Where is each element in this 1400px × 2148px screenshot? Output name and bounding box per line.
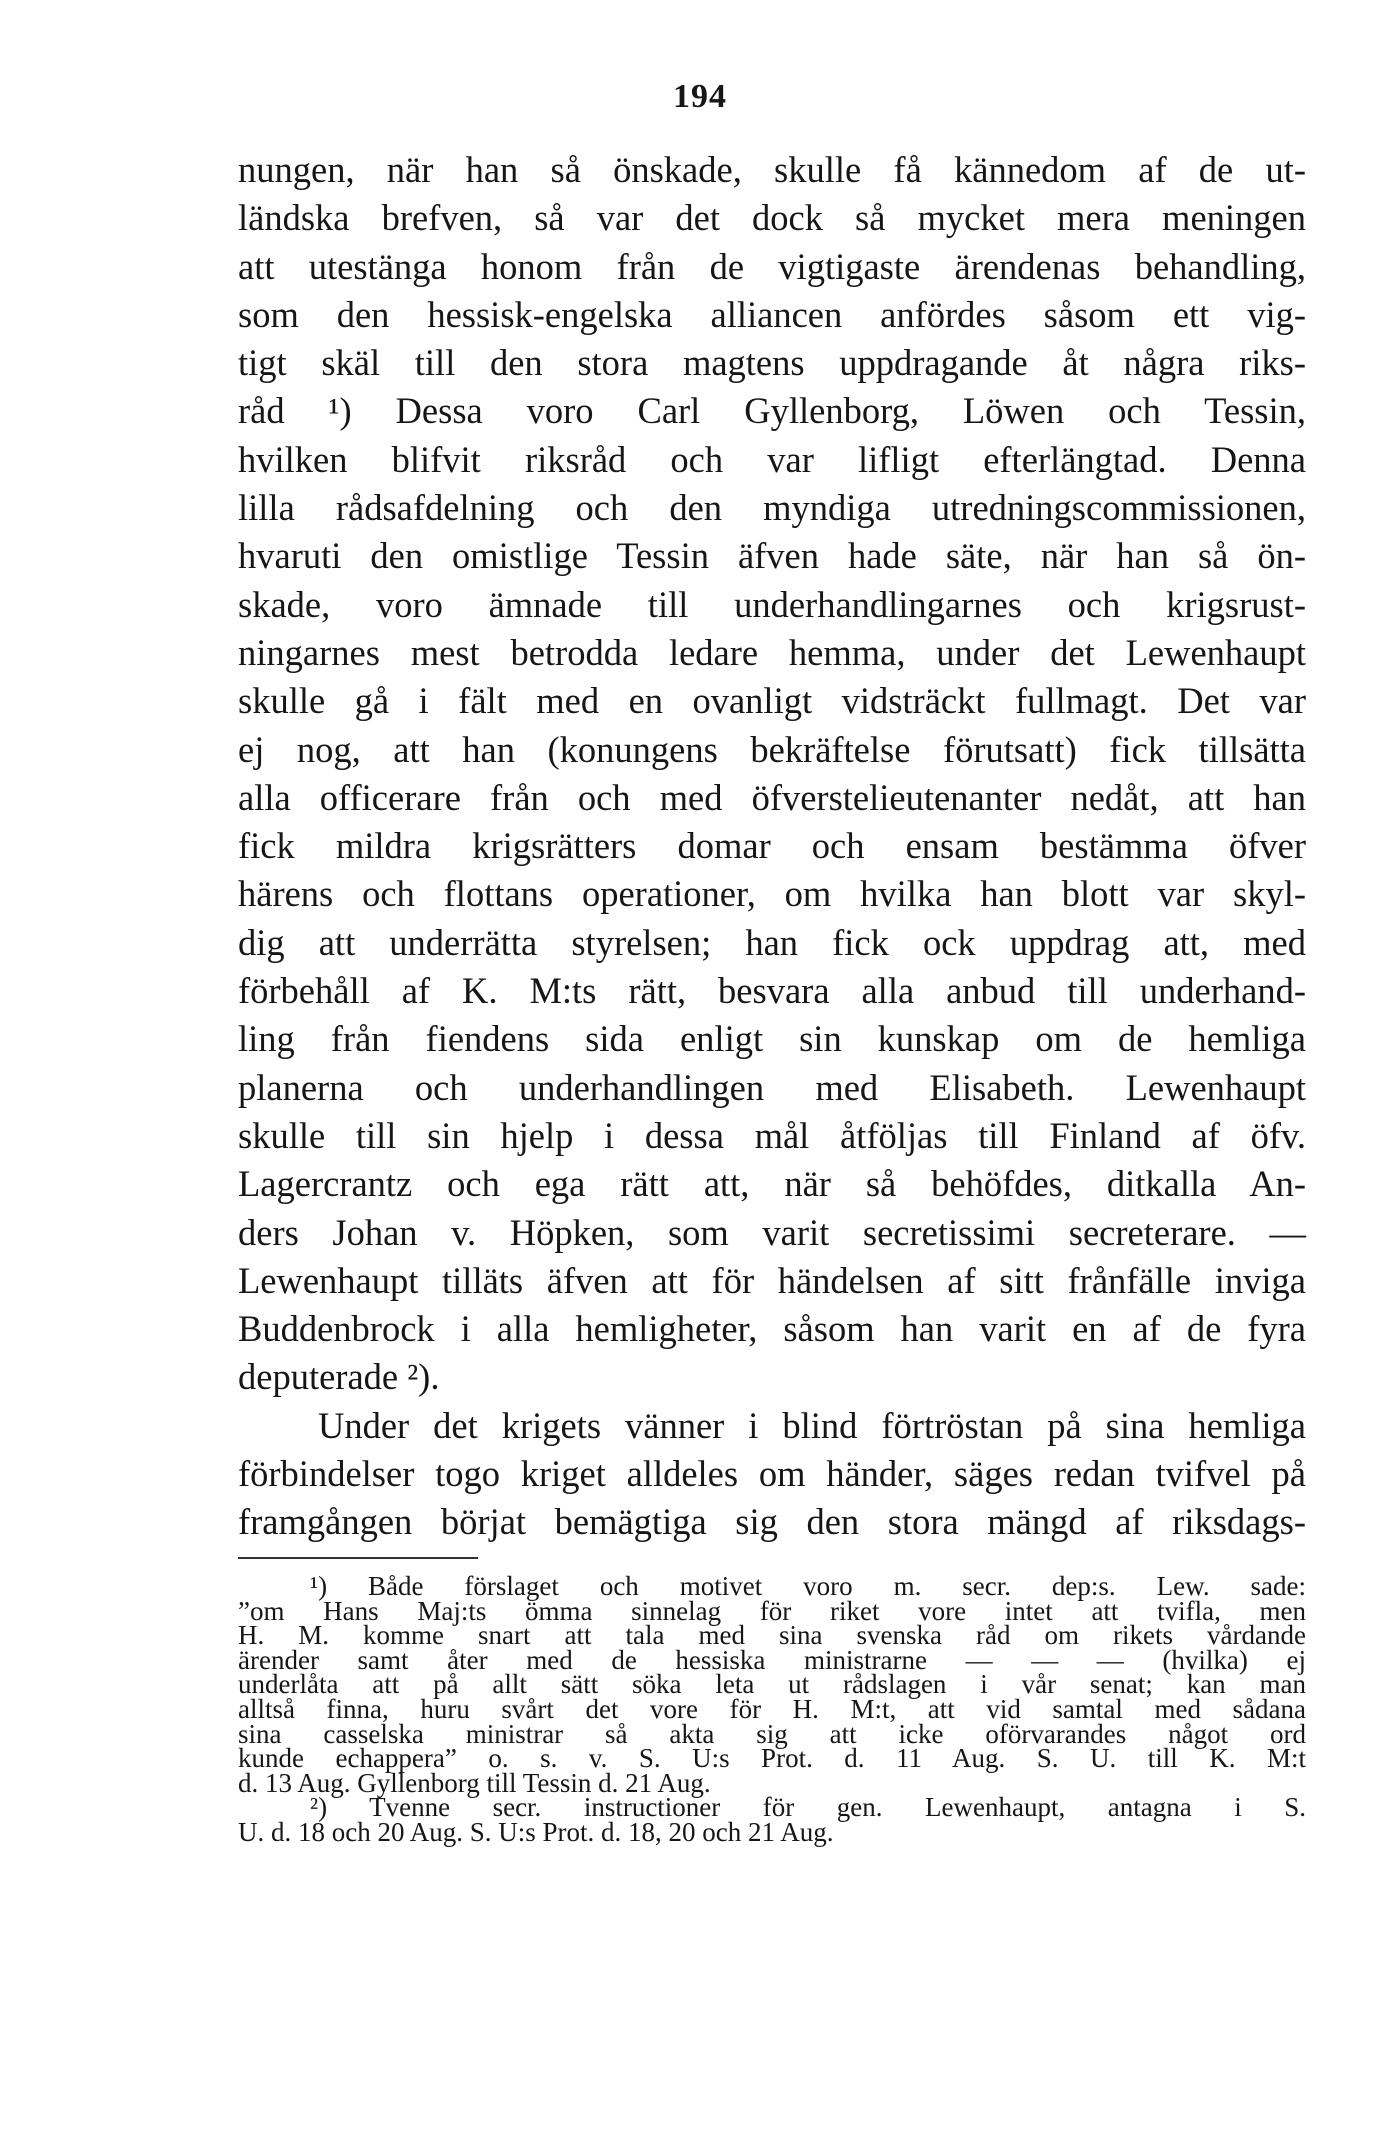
footnote-line: ²) Tvenne secr. instructioner för gen. Lewenhaupt, antagna i S. [310, 1792, 1306, 1823]
text-line: att utestänga honom från de vigtigaste ärendenas behandling, [238, 245, 1306, 287]
text-line: ling från fiendens sida enligt sin kunskap om de hemliga [238, 1018, 1306, 1060]
text-line: hvaruti den omistlige Tessin äfven hade säte, när han så ön- [238, 535, 1306, 577]
text-line: planerna och underhandlingen med Elisabeth. Lewenhaupt [238, 1066, 1306, 1108]
text-line: deputerade ²). [238, 1356, 440, 1398]
text-line: skade, voro ämnade till underhandlingarnes och krigsrust- [238, 583, 1306, 625]
text-line: tigt skäl till den stora magtens uppdragande åt några riks- [238, 342, 1306, 384]
main-text [238, 146, 1306, 1547]
footnote-line: H. M. komme snart att tala med sina svenska råd om rikets vårdande [238, 1620, 1306, 1651]
text-line: råd ¹) Dessa voro Carl Gyllenborg, Löwen och Tessin, [238, 390, 1306, 432]
footnote-line: alltså finna, huru svårt det vore för H. M:t, att vid samtal med sådana [238, 1693, 1306, 1724]
footnote-line: ¹) Både förslaget och motivet voro m. secr. dep:s. Lew. sade: [310, 1571, 1306, 1601]
text-line: ländska brefven, så var det dock så mycket mera meningen [238, 197, 1306, 239]
text-line: ningarnes mest betrodda ledare hemma, under det Lewenhaupt [238, 631, 1306, 673]
footnote-line: ”om Hans Maj:ts ömma sinnelag för riket vore intet att tvifla, men [238, 1595, 1306, 1626]
paragraph-start-line: Under det krigets vänner i blind förtröstan på sina hemliga [318, 1404, 1306, 1446]
text-line: härens och flottans operationer, om hvilka han blott var skyl- [238, 873, 1306, 915]
text-line: fick mildra krigsrätters domar och ensam bestämma öfver [238, 825, 1306, 867]
page-number: 194 [673, 78, 727, 115]
text-line: nungen, när han så önskade, skulle få kännedom af de ut- [238, 149, 1306, 190]
text-line: alla officerare från och med öfverstelieutenanter nedåt, att han [238, 776, 1306, 818]
text-line: hvilken blifvit riksråd och var lifligt efterlängtad. Denna [238, 438, 1306, 480]
footnote-line: ärender samt åter med de hessiska ministrarne — — — (hvilka) ej [238, 1644, 1306, 1675]
footnote-line: d. 13 Aug. Gyllenborg till Tessin d. 21 Aug. [238, 1767, 711, 1798]
text-line: ej nog, att han (konungens bekräftelse förutsatt) fick tillsätta [238, 728, 1306, 770]
text-line: framgången börjat bemägtiga sig den stora mängd af riksdags- [238, 1501, 1306, 1543]
text-line: Lewenhaupt tilläts äfven att för händelsen af sitt frånfälle inviga [238, 1259, 1306, 1301]
footnotes [238, 1571, 1306, 1847]
text-line: dig att underrätta styrelsen; han fick ock uppdrag att, med [238, 921, 1306, 963]
text-line: Lagercrantz och ega rätt att, när så behöfdes, ditkalla An- [238, 1163, 1306, 1205]
text-line: Buddenbrock i alla hemligheter, såsom han varit en af de fyra [238, 1308, 1306, 1350]
text-line: förbehåll af K. M:ts rätt, besvara alla anbud till underhand- [238, 970, 1306, 1012]
footnote-line: U. d. 18 och 20 Aug. S. U:s Prot. d. 18, 20 och 21 Aug. [238, 1816, 834, 1847]
text-line: förbindelser togo kriget alldeles om händer, säges redan tvifvel på [238, 1453, 1306, 1495]
footnote-divider [238, 1557, 478, 1559]
footnote-line: sina casselska ministrar så akta sig att icke oförvarandes något ord [238, 1718, 1306, 1749]
footnote-line: underlåta att på allt sätt söka leta ut rådslagen i vår senat; kan man [238, 1669, 1306, 1700]
text-line: skulle gå i fält med en ovanligt vidsträckt fullmagt. Det var [238, 680, 1306, 722]
text-line: som den hessisk-engelska alliancen anfördes såsom ett vig- [238, 293, 1306, 335]
text-line: ders Johan v. Höpken, som varit secretissimi secreterare. — [238, 1211, 1306, 1253]
text-line: lilla rådsafdelning och den myndiga utredningscommissionen, [238, 487, 1306, 529]
text-line: skulle till sin hjelp i dessa mål åtföljas till Finland af öfv. [238, 1114, 1306, 1156]
footnote-line: kunde echappera” o. s. v. S. U:s Prot. d. 11 Aug. S. U. till K. M:t [238, 1743, 1306, 1774]
